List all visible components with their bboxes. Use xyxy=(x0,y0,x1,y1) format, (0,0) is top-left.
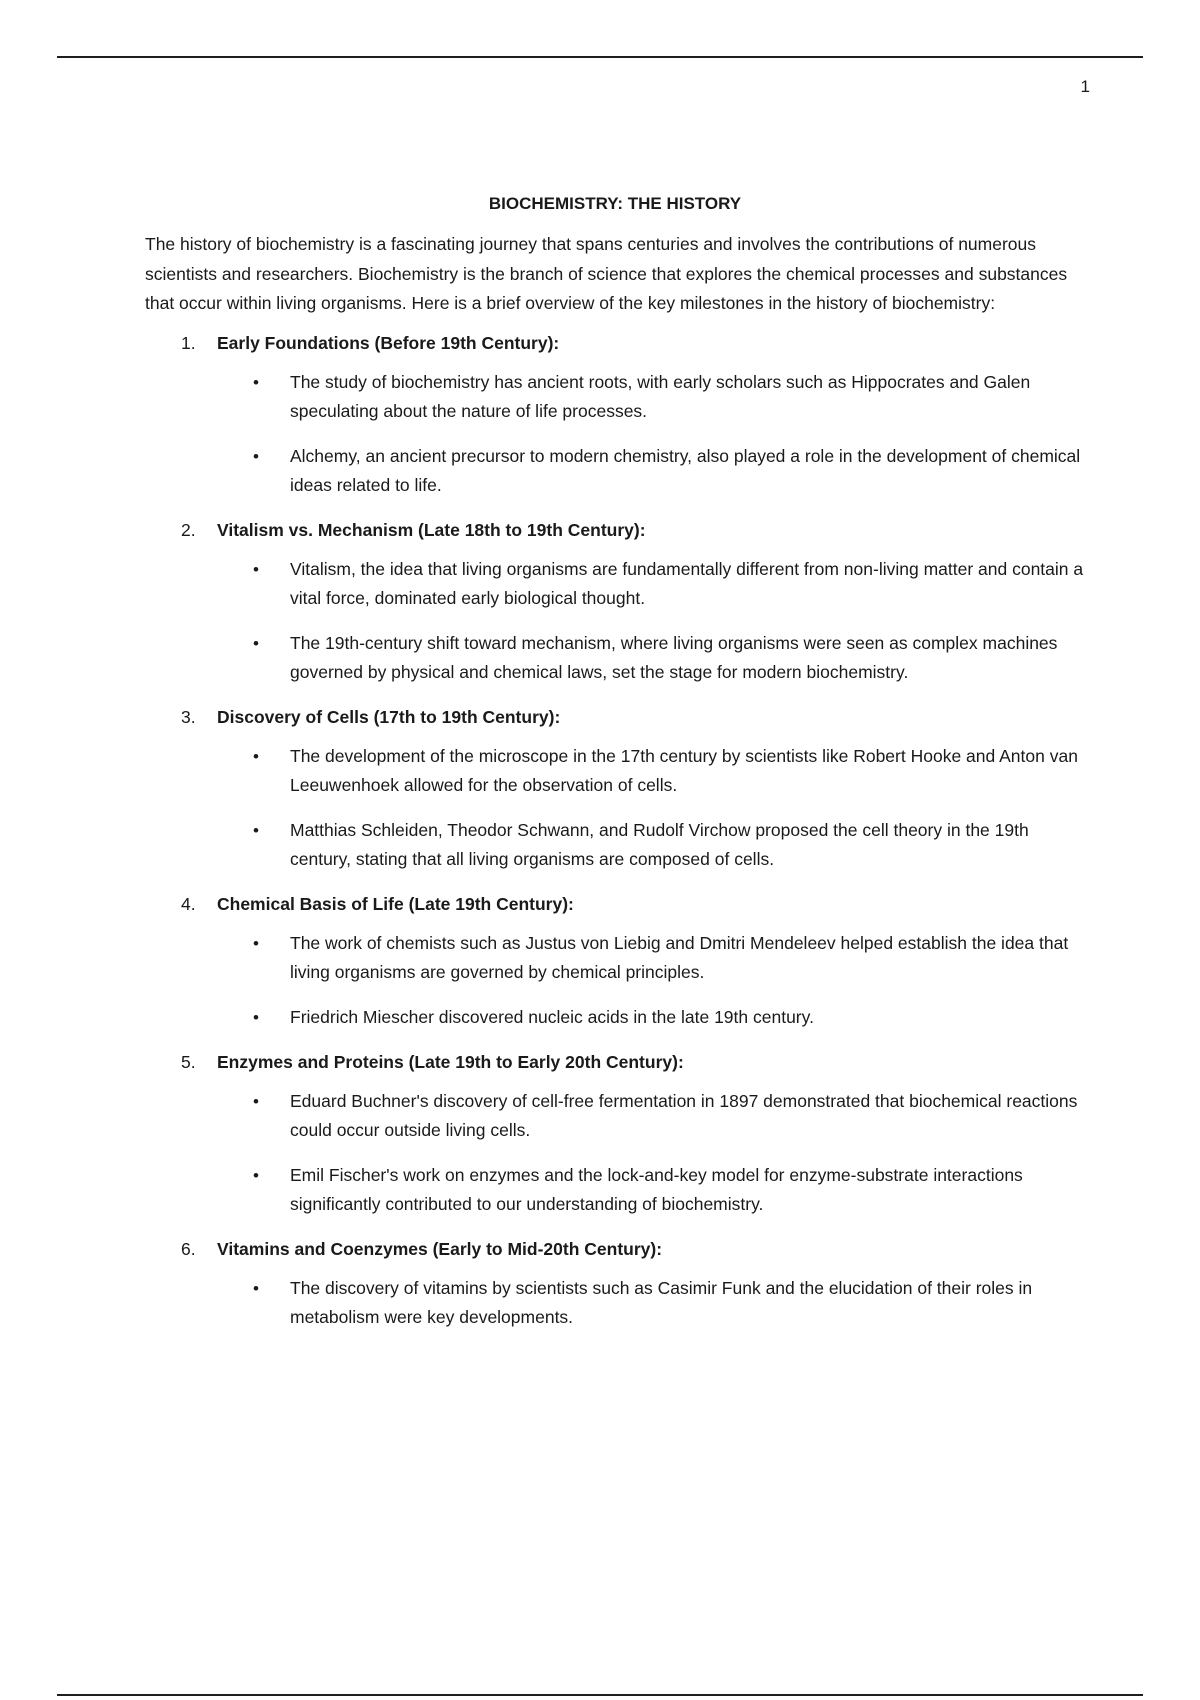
bullet-list xyxy=(145,368,1085,500)
header-rule xyxy=(57,56,1143,58)
bullet-icon: • xyxy=(253,746,259,766)
bullet-item xyxy=(145,1087,1085,1145)
bullet-text: Emil Fischer's work on enzymes and the lock-and-key model for enzyme-substrate interactions significantly contributed to our understanding of biochemistry. xyxy=(290,1164,1023,1214)
bullet-list xyxy=(145,742,1085,874)
section-number: 2. xyxy=(181,519,196,540)
document-body xyxy=(145,192,1085,1348)
milestone-section xyxy=(145,1235,1085,1332)
bullet-icon: • xyxy=(253,1007,259,1027)
document-title: BIOCHEMISTRY: THE HISTORY xyxy=(488,194,742,213)
bullet-list xyxy=(145,555,1085,687)
bullet-text: Friedrich Miescher discovered nucleic acids in the late 19th century. xyxy=(290,1006,814,1027)
section-number: 6. xyxy=(181,1238,196,1259)
bullet-item xyxy=(145,1274,1085,1332)
section-heading xyxy=(145,890,1085,919)
milestone-section xyxy=(145,516,1085,687)
footer-rule xyxy=(57,1694,1143,1696)
milestone-section xyxy=(145,703,1085,874)
bullet-text: The work of chemists such as Justus von Liebig and Dmitri Mendeleev helped establish the idea that living organisms are governed by chemical principles. xyxy=(290,932,1069,982)
bullet-icon: • xyxy=(253,1165,259,1185)
bullet-text: The development of the microscope in the 17th century by scientists like Robert Hooke and Anton van Leeuwenhoek allowed for the observation of cells. xyxy=(290,745,1078,795)
bullet-text: The study of biochemistry has ancient roots, with early scholars such as Hippocrates and Galen speculating about the nature of life processes. xyxy=(290,371,1031,421)
bullet-text: Eduard Buchner's discovery of cell-free fermentation in 1897 demonstrated that biochemical reactions could occur outside living cells. xyxy=(290,1090,1078,1140)
section-number: 1. xyxy=(181,332,196,353)
bullet-text: The discovery of vitamins by scientists such as Casimir Funk and the elucidation of their roles in metabolism were key developments. xyxy=(290,1277,1033,1327)
bullet-item xyxy=(145,1161,1085,1219)
section-heading-text: Discovery of Cells (17th to 19th Century): xyxy=(217,706,561,727)
bullet-item xyxy=(145,555,1085,613)
page-number: 1 xyxy=(1080,77,1090,96)
bullet-icon: • xyxy=(253,633,259,653)
bullet-item xyxy=(145,1003,1085,1032)
bullet-list xyxy=(145,929,1085,1032)
section-heading xyxy=(145,516,1085,545)
section-heading-text: Vitalism vs. Mechanism (Late 18th to 19th Century): xyxy=(217,519,646,540)
bullet-text: The 19th-century shift toward mechanism, where living organisms were seen as complex machines governed by physical and chemical laws, set the stage for modern biochemistry. xyxy=(290,632,1058,682)
milestone-section xyxy=(145,890,1085,1032)
section-heading-text: Early Foundations (Before 19th Century): xyxy=(217,332,560,353)
intro-paragraph: The history of biochemistry is a fascinating journey that spans centuries and involves the contributions of numerous scientists and researchers. Biochemistry is the branch of science that explores the chemical processes and substances that occur within living organisms. Here is a brief overview of the key milestones in the history of biochemistry: xyxy=(145,234,1068,313)
milestone-list xyxy=(145,329,1085,1332)
bullet-item xyxy=(145,929,1085,987)
section-heading-text: Chemical Basis of Life (Late 19th Century): xyxy=(217,893,574,914)
section-heading xyxy=(145,1048,1085,1077)
bullet-icon: • xyxy=(253,446,259,466)
section-number: 5. xyxy=(181,1051,196,1072)
section-number: 4. xyxy=(181,893,196,914)
bullet-icon: • xyxy=(253,933,259,953)
section-number: 3. xyxy=(181,706,196,727)
bullet-text: Alchemy, an ancient precursor to modern chemistry, also played a role in the development of chemical ideas related to life. xyxy=(290,445,1081,495)
bullet-icon: • xyxy=(253,372,259,392)
section-heading xyxy=(145,703,1085,732)
milestone-section xyxy=(145,329,1085,500)
section-heading xyxy=(145,329,1085,358)
bullet-item xyxy=(145,816,1085,874)
section-heading-text: Vitamins and Coenzymes (Early to Mid-20th Century): xyxy=(217,1238,663,1259)
bullet-icon: • xyxy=(253,1278,259,1298)
bullet-item xyxy=(145,742,1085,800)
bullet-list xyxy=(145,1274,1085,1332)
bullet-text: Vitalism, the idea that living organisms are fundamentally different from non-living matter and contain a vital force, dominated early biological thought. xyxy=(290,558,1084,608)
bullet-item xyxy=(145,442,1085,500)
bullet-item xyxy=(145,368,1085,426)
bullet-list xyxy=(145,1087,1085,1219)
section-heading-text: Enzymes and Proteins (Late 19th to Early 20th Century): xyxy=(217,1051,684,1072)
bullet-icon: • xyxy=(253,820,259,840)
bullet-text: Matthias Schleiden, Theodor Schwann, and Rudolf Virchow proposed the cell theory in the 19th century, stating that all living organisms are composed of cells. xyxy=(290,819,1029,869)
bullet-item xyxy=(145,629,1085,687)
bullet-icon: • xyxy=(253,1091,259,1111)
bullet-icon: • xyxy=(253,559,259,579)
section-heading xyxy=(145,1235,1085,1264)
milestone-section xyxy=(145,1048,1085,1219)
